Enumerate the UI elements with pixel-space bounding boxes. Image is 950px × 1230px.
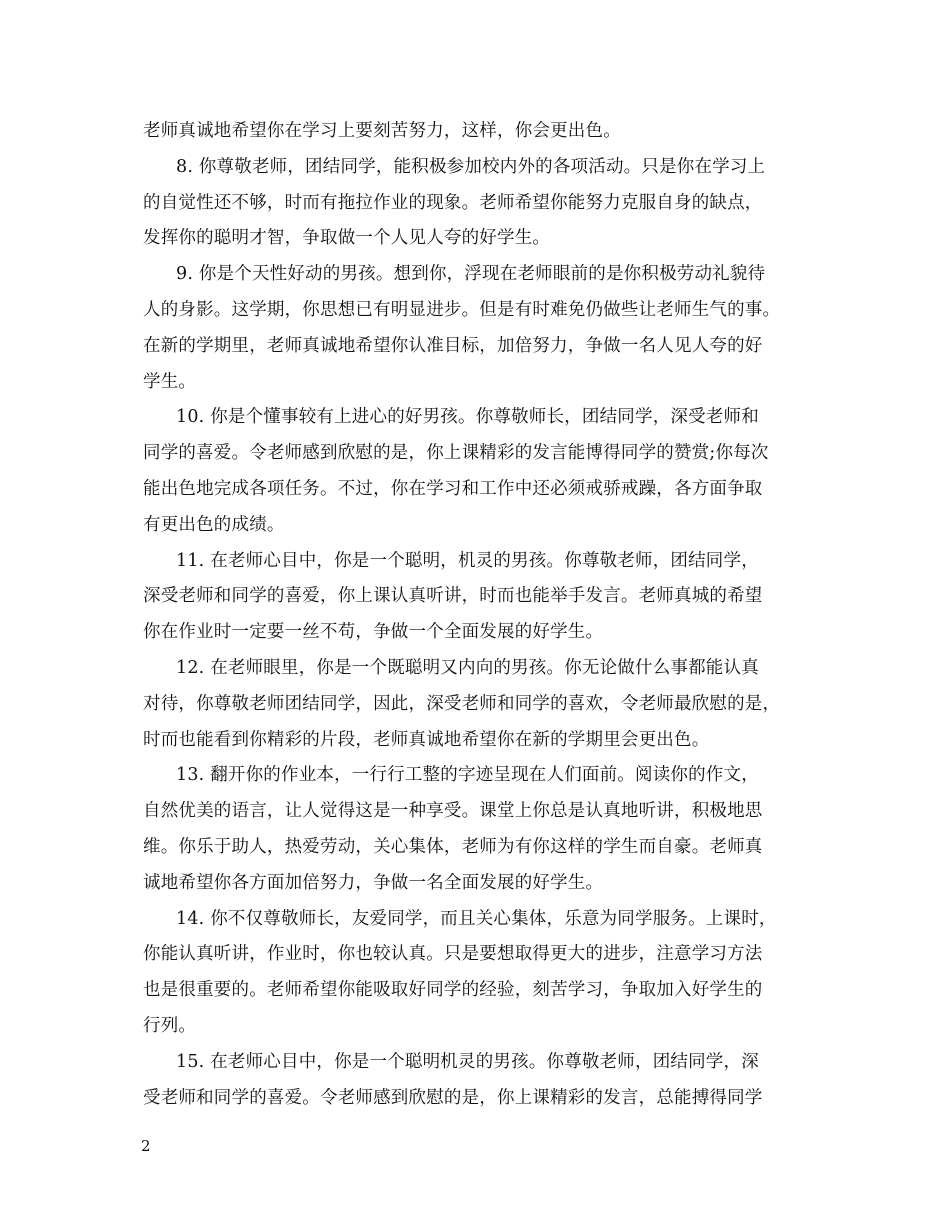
text-line: 在新的学期里，老师真诚地希望你认准目标，加倍努力，争做一名人见人夸的好 [143, 335, 763, 356]
text-line: 有更出色的成绩。 [143, 514, 285, 535]
text-line: 同学的喜爱。令老师感到欣慰的是，你上课精彩的发言能博得同学的赞赏;你每次 [143, 443, 769, 464]
text-line: 深受老师和同学的喜爱，你上课认真听讲，时而也能举手发言。老师真城的希望 [143, 586, 763, 607]
document-body [143, 114, 813, 1116]
text-line: 老师真诚地希望你在学习上要刻苦努力，这样，你会更出色。 [143, 121, 621, 141]
text-line: 诚地希望你各方面加倍努力，争做一名全面发展的好学生。 [143, 872, 604, 893]
paragraph-start-line: 11. 在老师心目中，你是一个聪明，机灵的男孩。你尊敬老师，团结同学， [176, 550, 759, 571]
text-line: 你能认真听讲，作业时，你也较认真。只是要想取得更大的进步，注意学习方法 [143, 944, 763, 965]
text-line: 也是很重要的。老师希望你能吸取好同学的经验，刻苦学习，争取加入好学生的 [143, 980, 763, 1001]
text-line: 受老师和同学的喜爱。令老师感到欣慰的是，你上课精彩的发言，总能搏得同学 [143, 1087, 763, 1108]
paragraph-start-line: 13. 翻开你的作业本，一行行工整的字迹呈现在人们面前。阅读你的作文， [176, 765, 759, 786]
paragraph-start-line: 9. 你是个天性好动的男孩。想到你，浮现在老师眼前的是你积极劳动礼貌待 [176, 264, 766, 285]
text-line: 能出色地完成各项任务。不过，你在学习和工作中还必须戒骄戒躁，各方面争取 [143, 478, 763, 499]
text-line: 你在作业时一定要一丝不苟，争做一个全面发展的好学生。 [143, 622, 604, 643]
text-line: 自然优美的语言，让人觉得这是一种享受。课堂上你总是认真地听讲，积极地思 [143, 801, 763, 822]
text-line: 维。你乐于助人，热爱劳动，关心集体，老师为有你这样的学生而自豪。老师真 [143, 836, 763, 857]
paragraph-start-line: 10. 你是个懂事较有上进心的好男孩。你尊敬师长，团结同学，深受老师和 [176, 407, 759, 428]
text-line: 发挥你的聪明才智，争取做一个人见人夸的好学生。 [143, 228, 551, 249]
paragraph-start-line: 12. 在老师眼里，你是一个既聪明又内向的男孩。你无论做什么事都能认真 [176, 657, 759, 678]
text-line: 时而也能看到你精彩的片段，老师真诚地希望你在新的学期里会更出色。 [143, 729, 710, 750]
text-line: 行列。 [143, 1015, 197, 1036]
text-line: 人的身影。这学期，你思想已有明显进步。但是有时难免仍做些让老师生气的事。 [143, 299, 781, 320]
text-line: 对待，你尊敬老师团结同学，因此，深受老师和同学的喜欢，令老师最欣慰的是， [143, 693, 781, 714]
paragraph-start-line: 14. 你不仅尊敬师长，友爱同学，而且关心集体，乐意为同学服务。上课时， [176, 908, 777, 929]
paragraph-start-line: 15. 在老师心目中，你是一个聪明机灵的男孩。你尊敬老师，团结同学，深 [176, 1051, 759, 1072]
text-line: 学生。 [143, 371, 197, 392]
paragraph-start-line: 8. 你尊敬老师，团结同学，能积极参加校内外的各项活动。只是你在学习上 [176, 156, 766, 177]
text-line: 的自觉性还不够，时而有拖拉作业的现象。老师希望你能努力克服自身的缺点， [143, 192, 763, 213]
page-number: 2 [141, 1137, 151, 1155]
